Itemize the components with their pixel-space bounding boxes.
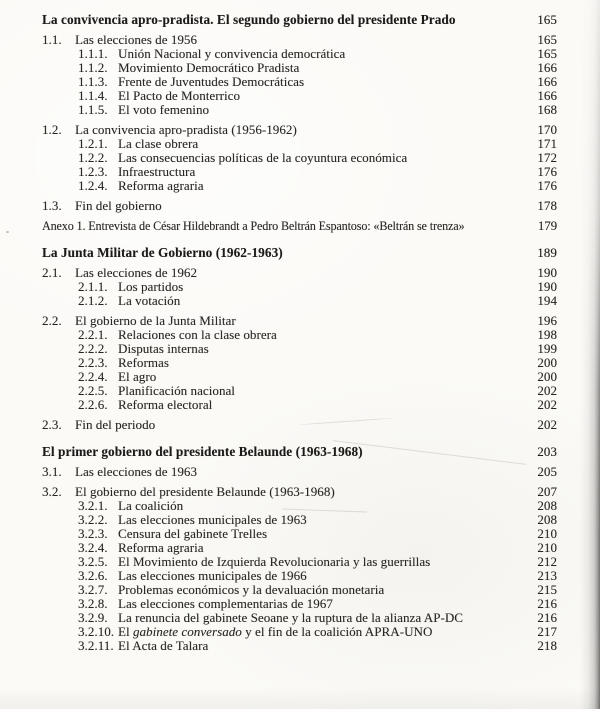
- toc-entry: [42, 398, 557, 412]
- toc-entry: [42, 541, 557, 555]
- toc-entry: [42, 246, 557, 260]
- toc-entry-number: 3.2.7.: [78, 582, 108, 597]
- toc-entry-title: El agro: [118, 370, 157, 384]
- toc-entry: [42, 123, 557, 137]
- toc-entry: [42, 370, 557, 384]
- toc-entry-page-number: 200: [537, 355, 557, 370]
- toc-entry-page-number: 216: [537, 596, 557, 611]
- toc-entry-number: 1.2.1.: [78, 136, 108, 151]
- toc-entry-page-number: 208: [537, 512, 557, 527]
- toc-entry-number: 2.3.: [42, 417, 62, 432]
- toc-entry: [42, 151, 557, 165]
- toc-entry-number: 2.2.6.: [78, 397, 108, 412]
- toc-entry-number: 1.1.5.: [78, 102, 108, 117]
- toc-entry-title: Las elecciones de 1963: [75, 465, 198, 479]
- toc-entry-page-number: 166: [537, 88, 557, 103]
- toc-entry-number: 3.2.1.: [78, 498, 108, 513]
- toc-entry-page-number: 216: [537, 610, 557, 625]
- toc-entry-page-number: 176: [537, 164, 557, 179]
- toc-entry-page-number: 172: [537, 150, 557, 165]
- toc-entry-page-number: 202: [537, 417, 557, 432]
- toc-entry: [42, 418, 557, 432]
- scan-shadow-right-edge: [580, 0, 600, 709]
- toc-entry-page-number: 194: [537, 293, 557, 308]
- toc-entry-title: [118, 625, 525, 639]
- toc-entry-number: 3.2.5.: [78, 554, 108, 569]
- toc-entry-number: 1.2.3.: [78, 164, 108, 179]
- toc-entry: [42, 527, 557, 541]
- toc-entry-number: 1.1.: [42, 32, 62, 47]
- toc-entry: [42, 611, 557, 625]
- toc-entry-title: Las consecuencias políticas de la coyuntura económica: [118, 151, 408, 165]
- toc-entry-page-number: 213: [537, 568, 557, 583]
- toc-entry-title: El gobierno de la Junta Militar: [75, 314, 236, 328]
- toc-entry-number: 3.1.: [42, 464, 62, 479]
- toc-entry-page-number: 203: [537, 444, 557, 459]
- toc-entry-title: Reforma agraria: [118, 179, 204, 193]
- toc-entry-number: 1.2.2.: [78, 150, 108, 165]
- toc-entry: [42, 356, 557, 370]
- toc-entry-number: 1.3.: [42, 198, 62, 213]
- toc-entry: [42, 445, 557, 459]
- toc-entry-number: 3.2.8.: [78, 596, 108, 611]
- toc-entry-title: La convivencia apro-pradista (1956-1962): [75, 123, 297, 137]
- toc-entry-title: Los partidos: [118, 280, 184, 294]
- toc-entry-title: Censura del gabinete Trelles: [118, 527, 268, 541]
- toc-entry-title: Las elecciones municipales de 1966: [118, 569, 307, 583]
- toc-entry-number: 1.1.4.: [78, 88, 108, 103]
- toc-entry: [42, 597, 557, 611]
- toc-entry-number: 2.2.3.: [78, 355, 108, 370]
- toc-entry-title: Movimiento Democrático Pradista: [118, 61, 300, 75]
- toc-entry-number: 3.2.11.: [78, 638, 114, 653]
- toc-entry-number: 2.2.4.: [78, 369, 108, 384]
- toc-entry: [42, 103, 557, 117]
- toc-entry-number: 2.1.: [42, 265, 62, 280]
- toc-entry-title: La renuncia del gabinete Seoane y la ruptura de la alianza AP-DC: [118, 611, 464, 625]
- toc-entry: [42, 137, 557, 151]
- toc-entry-number: 2.2.1.: [78, 327, 108, 342]
- toc-entry-page-number: 200: [537, 369, 557, 384]
- toc-entry-page-number: 218: [537, 638, 557, 653]
- toc-entry-number: 2.2.5.: [78, 383, 108, 398]
- toc-entry-page-number: 199: [537, 341, 557, 356]
- toc-entry: [42, 75, 557, 89]
- toc-entry-title: Problemas económicos y la devaluación monetaria: [118, 583, 385, 597]
- toc-entry: [42, 625, 557, 639]
- toc-entry-page-number: 178: [537, 198, 557, 213]
- toc-entry: [42, 342, 557, 356]
- toc-entry-page-number: 196: [537, 313, 557, 328]
- toc-entry-number: 3.2.2.: [78, 512, 108, 527]
- toc-entry: [42, 47, 557, 61]
- toc-entry-number: 1.2.4.: [78, 178, 108, 193]
- toc-entry-number: 2.1.1.: [78, 279, 108, 294]
- toc-entry-title: Reforma electoral: [118, 398, 213, 412]
- scan-speck-artifact: [6, 231, 9, 233]
- toc-entry: [42, 179, 557, 193]
- toc-entry-title-italic-run: gabinete conversado: [132, 625, 242, 639]
- toc-entry-page-number: 190: [537, 279, 557, 294]
- toc-entry-page-number: 165: [537, 12, 557, 27]
- toc-entry-page-number: 165: [537, 46, 557, 61]
- toc-entry-page-number: 165: [537, 32, 557, 47]
- toc-entry-page-number: 189: [537, 245, 557, 260]
- toc-entry-page-number: 210: [537, 540, 557, 555]
- toc-entry-page-number: 202: [537, 397, 557, 412]
- toc-entry: [42, 569, 557, 583]
- toc-entry-title: Fin del periodo: [75, 418, 156, 432]
- toc-entry-title: El primer gobierno del presidente Belaunde (1963-1968): [42, 445, 363, 459]
- toc-entry-title: La clase obrera: [118, 137, 199, 151]
- toc-entry-page-number: 210: [537, 526, 557, 541]
- toc-entry-number: 3.2.4.: [78, 540, 108, 555]
- toc-entry-number: 1.1.2.: [78, 60, 108, 75]
- toc-entry-title: Fin del gobierno: [75, 199, 162, 213]
- toc-entry-title: Reformas: [118, 356, 169, 370]
- table-of-contents: [42, 13, 557, 653]
- toc-entry: [42, 61, 557, 75]
- toc-entry: [42, 219, 557, 233]
- toc-entry: [42, 33, 557, 47]
- toc-entry-title: Las elecciones complementarias de 1967: [118, 597, 333, 611]
- toc-entry-title: Disputas internas: [118, 342, 209, 356]
- toc-entry-title: La votación: [118, 294, 181, 308]
- toc-entry: [42, 13, 557, 27]
- toc-entry-number: 3.2.9.: [78, 610, 108, 625]
- toc-entry-page-number: 171: [537, 136, 557, 151]
- toc-entry: [42, 89, 557, 103]
- toc-entry-page-number: 168: [537, 102, 557, 117]
- toc-entry-number: 1.2.: [42, 122, 62, 137]
- toc-entry: [42, 294, 557, 308]
- toc-entry-page-number: 212: [537, 554, 557, 569]
- toc-entry-page-number: 166: [537, 74, 557, 89]
- toc-entry-title: Frente de Juventudes Democráticas: [118, 75, 305, 89]
- toc-entry: [42, 328, 557, 342]
- toc-entry-page-number: 190: [537, 265, 557, 280]
- toc-entry-title: Anexo 1. Entrevista de César Hildebrandt a Pedro Beltrán Espantoso: «Beltrán se trenza»: [42, 219, 465, 233]
- toc-entry-title: Las elecciones de 1956: [75, 33, 198, 47]
- toc-entry-title: El Movimiento de Izquierda Revolucionaria y las guerrillas: [118, 555, 431, 569]
- toc-entry: [42, 555, 557, 569]
- toc-entry-title: El gobierno del presidente Belaunde (1963-1968): [75, 485, 335, 499]
- toc-entry-page-number: 215: [537, 582, 557, 597]
- toc-entry-title-run: y el fin de la coalición APRA-UNO: [241, 625, 433, 639]
- toc-entry-page-number: 208: [537, 498, 557, 513]
- toc-entry-title: Infraestructura: [118, 165, 196, 179]
- toc-entry: [42, 639, 557, 653]
- toc-entry-page-number: 202: [537, 383, 557, 398]
- toc-entry: [42, 513, 557, 527]
- toc-entry-title: Las elecciones de 1962: [75, 266, 198, 280]
- toc-entry: [42, 266, 557, 280]
- toc-entry-page-number: 179: [537, 218, 557, 233]
- toc-entry: [42, 465, 557, 479]
- toc-entry-page-number: 205: [537, 464, 557, 479]
- toc-entry-title: El Pacto de Monterrico: [118, 89, 241, 103]
- toc-entry-title: Planificación nacional: [118, 384, 235, 398]
- toc-entry-number: 3.2.: [42, 484, 62, 499]
- toc-entry-number: 2.2.2.: [78, 341, 108, 356]
- toc-entry: [42, 165, 557, 179]
- toc-entry: [42, 280, 557, 294]
- toc-entry-title: El Acta de Talara: [118, 639, 209, 653]
- toc-entry-title-run: El: [118, 625, 133, 639]
- toc-entry: [42, 314, 557, 328]
- toc-entry-page-number: 170: [537, 122, 557, 137]
- toc-entry-title: Relaciones con la clase obrera: [118, 328, 277, 342]
- toc-entry-title: Las elecciones municipales de 1963: [118, 513, 307, 527]
- toc-entry-page-number: 176: [537, 178, 557, 193]
- toc-entry-page-number: 207: [537, 484, 557, 499]
- toc-entry: [42, 485, 557, 499]
- toc-entry: [42, 499, 557, 513]
- toc-entry-page-number: 217: [537, 624, 557, 639]
- toc-entry-title: El voto femenino: [118, 103, 210, 117]
- toc-entry-number: 3.2.10.: [78, 624, 115, 639]
- toc-entry: [42, 384, 557, 398]
- toc-entry-number: 2.2.: [42, 313, 62, 328]
- toc-entry-title: Reforma agraria: [118, 541, 204, 555]
- toc-entry-page-number: 198: [537, 327, 557, 342]
- toc-entry-title: La coalición: [118, 499, 184, 513]
- toc-entry-number: 1.1.3.: [78, 74, 108, 89]
- toc-entry-title: La Junta Militar de Gobierno (1962-1963): [42, 246, 283, 260]
- toc-entry-number: 2.1.2.: [78, 293, 108, 308]
- toc-entry-title: La convivencia apro-pradista. El segundo gobierno del presidente Prado: [42, 13, 456, 27]
- toc-entry: [42, 199, 557, 213]
- toc-entry-number: 3.2.3.: [78, 526, 108, 541]
- toc-entry-title: Unión Nacional y convivencia democrática: [118, 47, 346, 61]
- toc-entry-number: 1.1.1.: [78, 46, 108, 61]
- toc-entry: [42, 583, 557, 597]
- toc-entry-page-number: 166: [537, 60, 557, 75]
- toc-entry-number: 3.2.6.: [78, 568, 108, 583]
